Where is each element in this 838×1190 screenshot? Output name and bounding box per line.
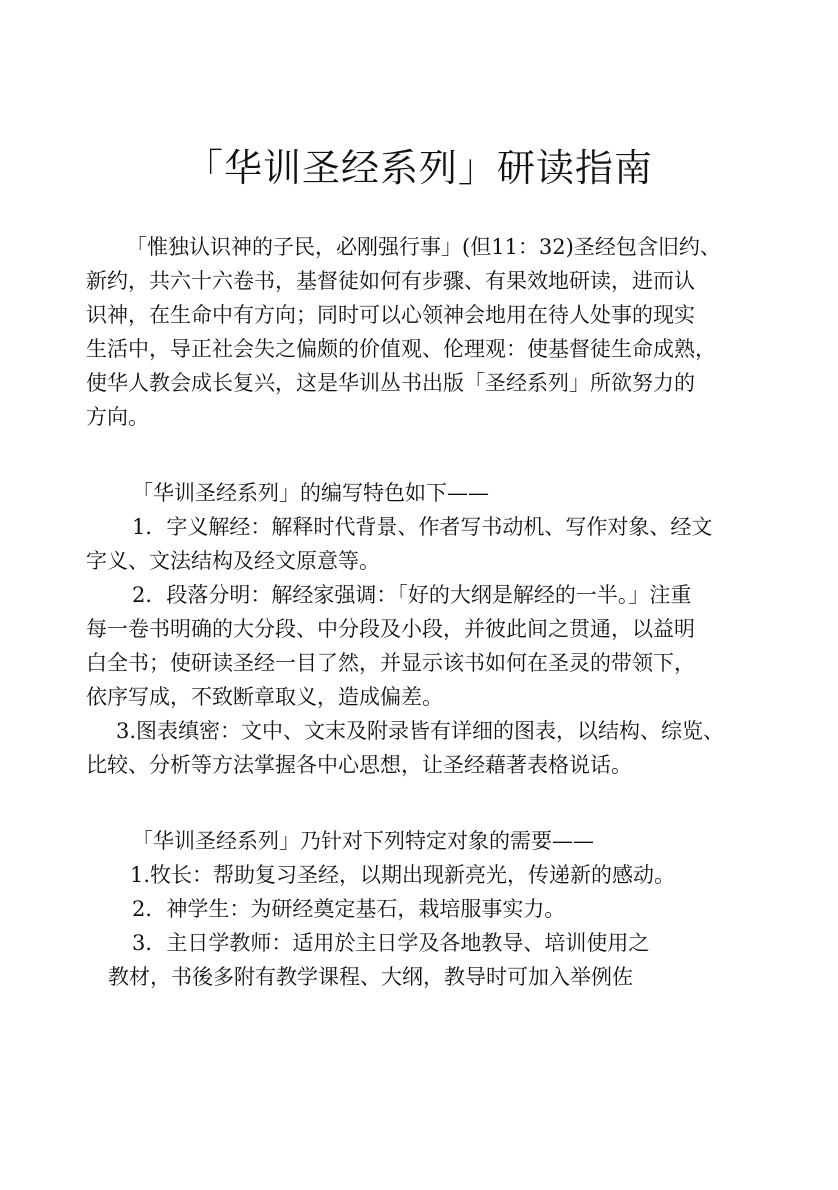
page-title: 「华训圣经系列」研读指南 bbox=[184, 146, 653, 190]
feature-line: 字义、文法结构及经文原意等。 bbox=[86, 549, 380, 573]
feature-line: 每一卷书明确的大分段、中分段及小段，并彼此间之贯通，以益明 bbox=[86, 617, 695, 641]
intro-line: 方向。 bbox=[86, 405, 149, 429]
audience-line: 教材，书後多附有教学课程、大纲，教导时可加入举例佐 bbox=[108, 965, 633, 989]
audience-line: 1.牧长：帮助复习圣经，以期出现新亮光，传递新的感动。 bbox=[130, 863, 676, 887]
features-heading: 「华训圣经系列」的编写特色如下—— bbox=[132, 481, 489, 505]
audience-line: 2．神学生：为研经奠定基石，栽培服事实力。 bbox=[132, 897, 566, 921]
intro-line: 新约，共六十六卷书，基督徒如何有步骤、有果效地研读，进而认 bbox=[86, 269, 695, 293]
feature-line: 1．字义解经：解释时代背景、作者写书动机、写作对象、经文 bbox=[132, 515, 713, 539]
intro-line: 识神，在生命中有方向；同时可以心领神会地用在待人处事的现实 bbox=[86, 303, 695, 327]
intro-line: 使华人教会成长复兴，这是华训丛书出版「圣经系列」所欲努力的 bbox=[86, 371, 695, 395]
feature-line: 比较、分析等方法掌握各中心思想，让圣经藉著表格说话。 bbox=[86, 753, 632, 777]
intro-line: 生活中，导正社会失之偏颇的价值观、伦理观：使基督徒生命成熟， bbox=[86, 337, 716, 361]
intro-line: 「惟独认识神的子民，必刚强行事」(但11：32)圣经包含旧约、 bbox=[126, 235, 721, 259]
audience-line: 3．主日学教师：适用於主日学及各地教导、培训使用之 bbox=[132, 931, 650, 955]
audience-heading: 「华训圣经系列」乃针对下列特定对象的需要—— bbox=[132, 829, 594, 853]
feature-line: 依序写成，不致断章取义，造成偏差。 bbox=[86, 685, 443, 709]
feature-line: 白全书；使研读圣经一目了然，并显示该书如何在圣灵的带领下， bbox=[86, 651, 695, 675]
feature-line: 2．段落分明：解经家强调：「好的大纲是解经的一半。」注重 bbox=[132, 583, 692, 607]
feature-line: 3.图表缜密：文中、文末及附录皆有详细的图表，以结构、综览、 bbox=[116, 719, 725, 743]
